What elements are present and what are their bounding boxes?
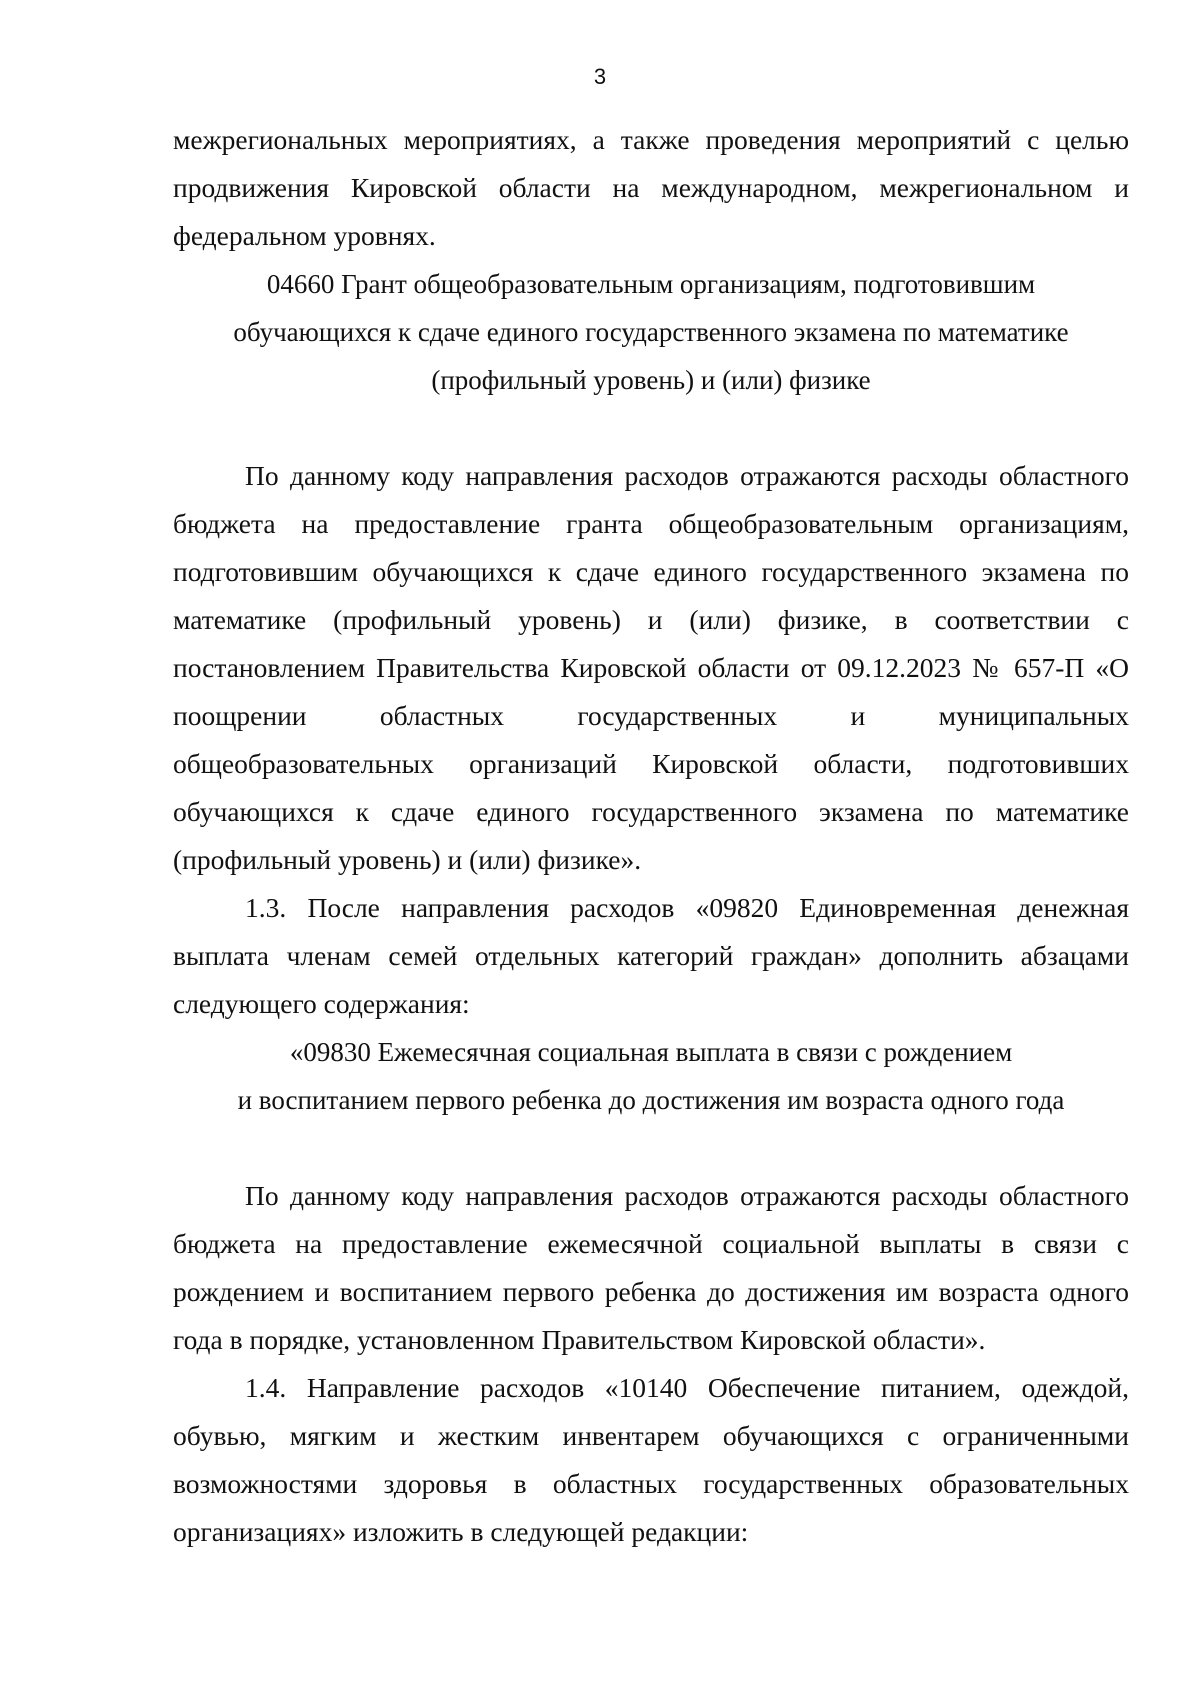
paragraph-1-4: 1.4. Направление расходов «10140 Обеспечение питанием, одеждой, обувью, мягким и жестким инвентарем обучающихся с ограниченными возможностями здоровья в областных государственных образовательных организациях» изложить в следующей редакции: (173, 1372, 1129, 1547)
paragraph-continuation: межрегиональных мероприятиях, а также проведения мероприятий с целью продвижения Кировской области на международном, межрегиональном и федеральном уровнях. (173, 124, 1129, 251)
page-number: 3 (593, 64, 607, 89)
spacer (173, 1124, 1129, 1172)
heading-04660 (173, 260, 1129, 404)
heading-09830 (173, 1028, 1129, 1124)
heading-04660-line3: (профильный уровень) и (или) физике (431, 365, 871, 395)
heading-09830-line2: и воспитанием первого ребенка до достижения им возраста одного года (237, 1085, 1065, 1115)
spacer (173, 404, 1129, 452)
paragraph-04660-description: По данному коду направления расходов отражаются расходы областного бюджета на предоставление гранта общеобразовательным организациям, подготовившим обучающихся к сдаче единого государственного экзамена по математике (профильный уровень) и (или) физике, в соответствии с постановлением Правительства Кировской области от 09.12.2023 № 657-П «О поощрении областных государственных и муниципальных общеобразовательных организаций Кировской области, подготовивших обучающихся к сдаче единого государственного экзамена по математике (профильный уровень) и (или) физике». (173, 460, 1129, 875)
heading-04660-line2: обучающихся к сдаче единого государственного экзамена по математике (233, 317, 1069, 347)
heading-04660-line1: 04660 Грант общеобразовательным организациям, подготовившим (266, 269, 1036, 299)
paragraph-09830-description: По данному коду направления расходов отражаются расходы областного бюджета на предоставление ежемесячной социальной выплаты в связи с рождением и воспитанием первого ребенка до достижения им возраста одного года в порядке, установленном Правительством Кировской области». (173, 1180, 1129, 1355)
heading-09830-line1: «09830 Ежемесячная социальная выплата в связи с рождением (289, 1037, 1013, 1067)
document-body (173, 116, 1129, 1556)
paragraph-1-3: 1.3. После направления расходов «09820 Единовременная денежная выплата членам семей отдельных категорий граждан» дополнить абзацами следующего содержания: (173, 892, 1129, 1019)
